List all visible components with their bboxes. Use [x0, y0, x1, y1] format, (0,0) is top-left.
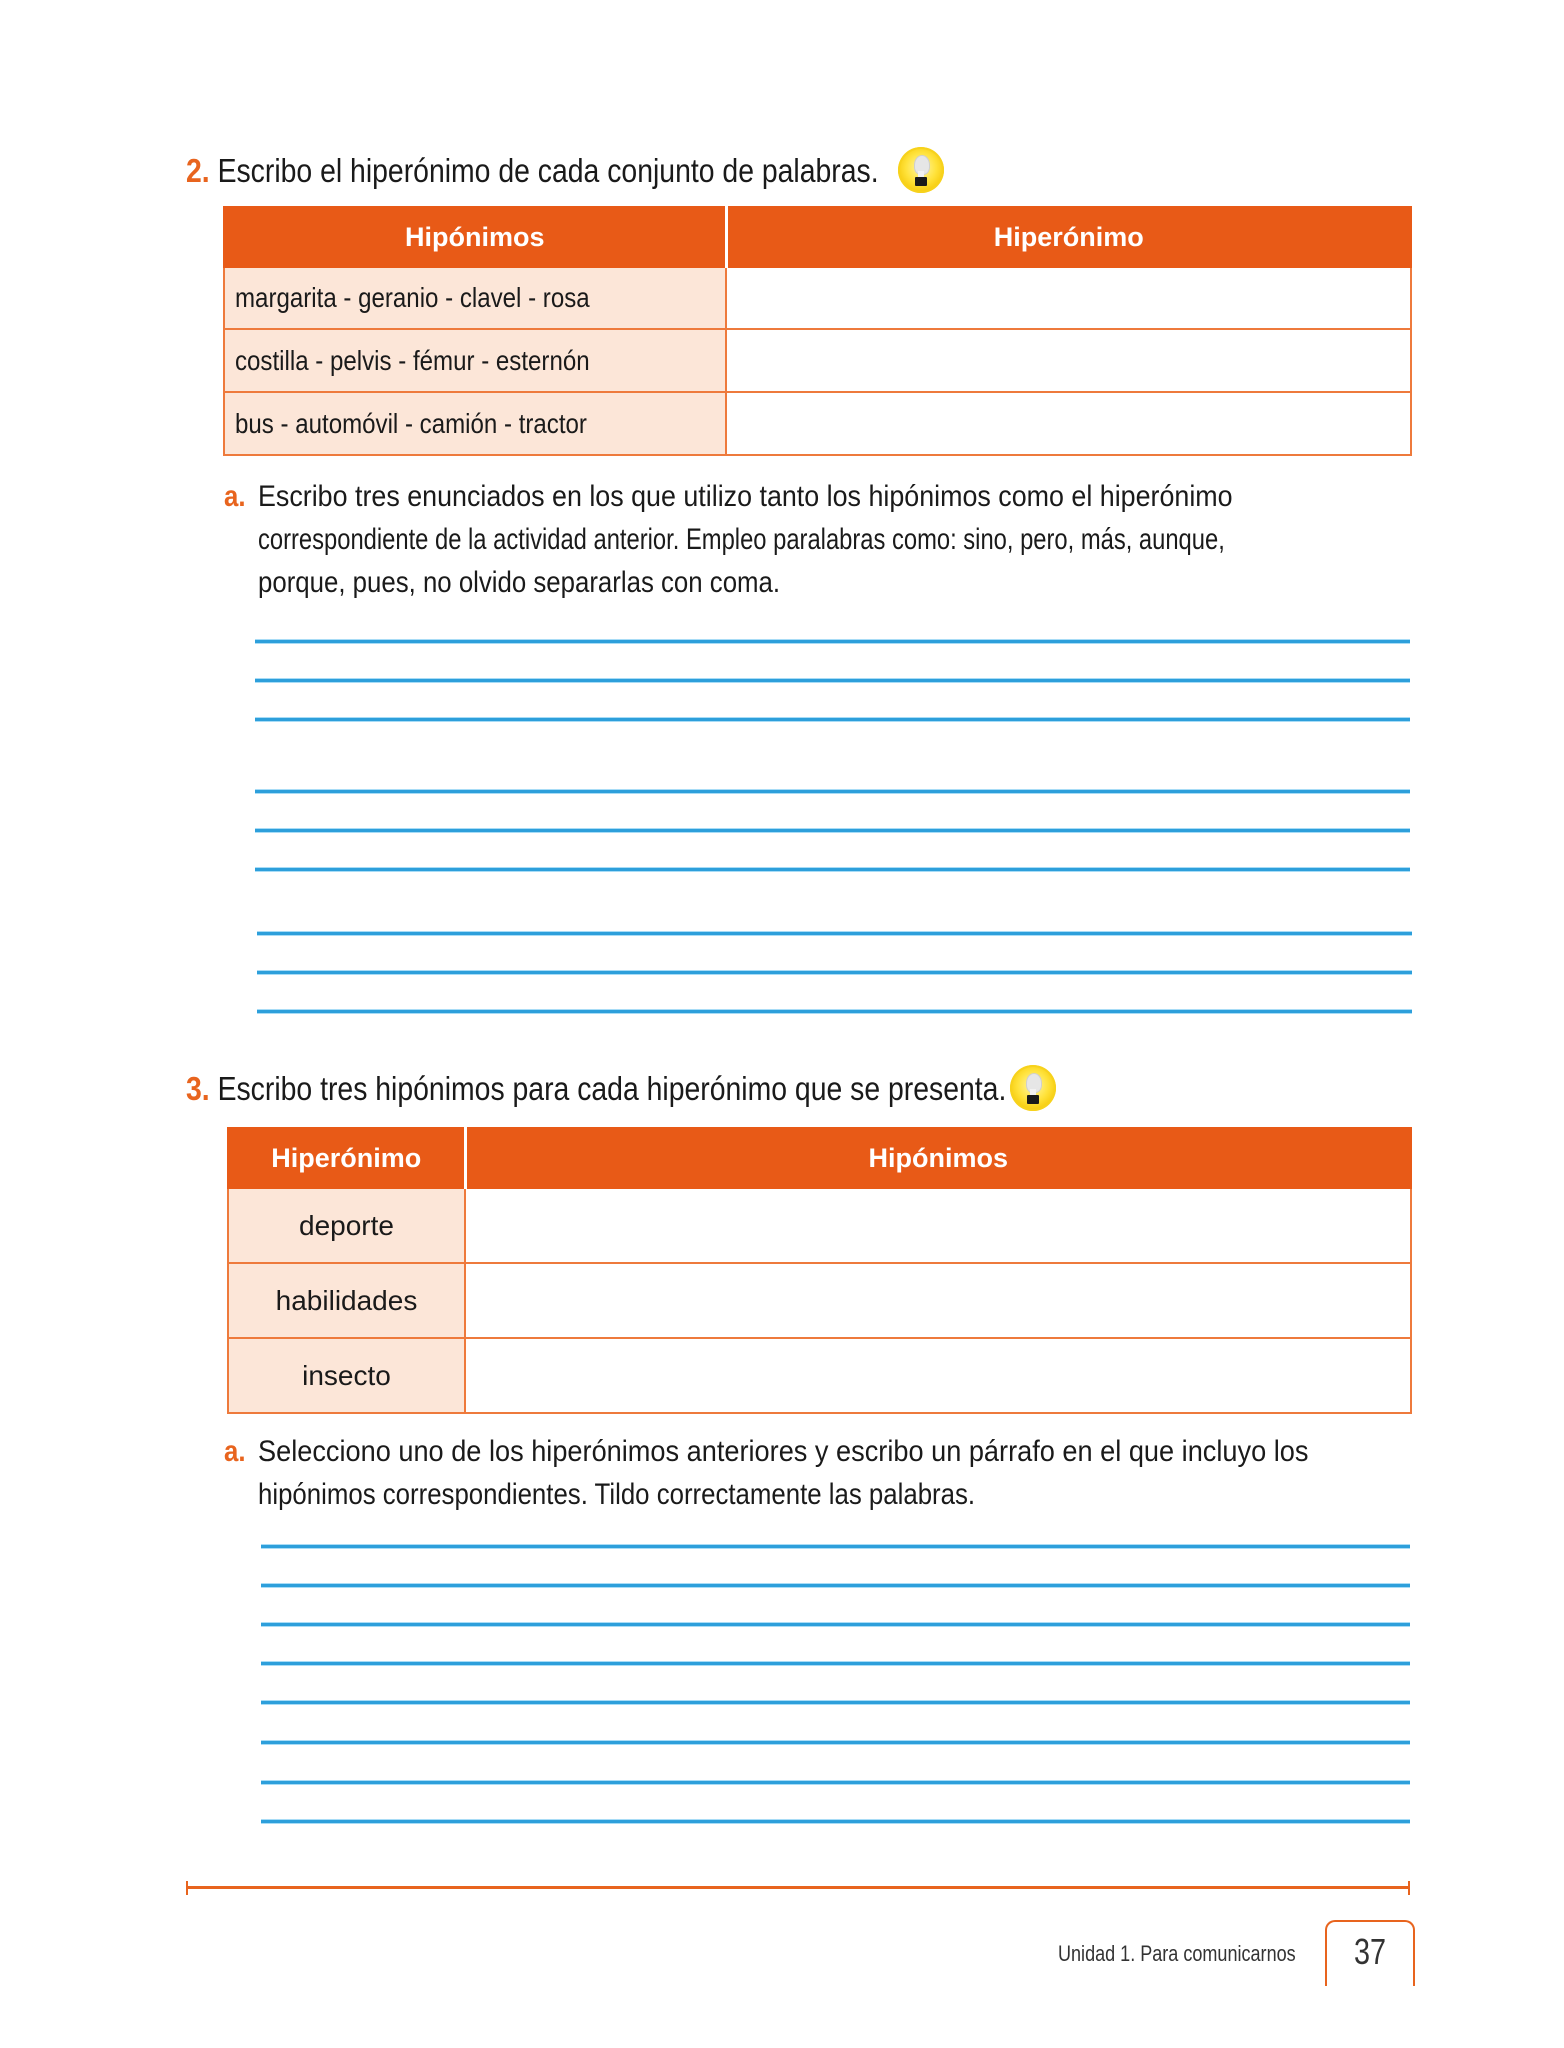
- column-header-hiperonimo: Hiperónimo: [726, 207, 1411, 267]
- table-row: [224, 267, 1411, 329]
- hiponimos-answer-cell[interactable]: [465, 1263, 1411, 1338]
- writing-line[interactable]: [257, 1009, 1412, 1014]
- table-row: [228, 1263, 1411, 1338]
- lightbulb-icon: [1010, 1065, 1056, 1111]
- writing-line[interactable]: [261, 1819, 1410, 1824]
- footer-divider-tick: [1408, 1881, 1410, 1895]
- writing-line[interactable]: [261, 1622, 1410, 1627]
- instruction-line: Selecciono uno de los hiperónimos anteriores y escribo un párrafo en el que incluyo los: [258, 1435, 1309, 1468]
- activity-2a-instructions: [224, 475, 1410, 604]
- writing-line[interactable]: [255, 867, 1410, 872]
- table-row: [224, 329, 1411, 392]
- instruction-line: Escribo tres enunciados en los que utilizo tanto los hipónimos como el hiperónimo: [258, 480, 1233, 513]
- activity-3a-label: a.: [224, 1435, 246, 1468]
- column-header-hiponimos: Hipónimos: [465, 1128, 1411, 1188]
- activity-2a-label: a.: [224, 480, 246, 513]
- hyponym-table: [227, 1127, 1412, 1414]
- column-header-hiperonimo: Hiperónimo: [228, 1128, 465, 1188]
- page-number: 37: [1353, 1931, 1387, 1972]
- activity-2-number: 2.: [186, 152, 210, 189]
- hiperonimo-answer-cell[interactable]: [726, 267, 1411, 329]
- writing-line[interactable]: [255, 828, 1410, 833]
- writing-line[interactable]: [255, 678, 1410, 683]
- writing-line[interactable]: [257, 931, 1412, 936]
- table-row: [228, 1188, 1411, 1263]
- hyperonym-table: [223, 206, 1412, 456]
- hiponimos-answer-cell[interactable]: [465, 1338, 1411, 1413]
- activity-2-heading: [186, 151, 991, 191]
- hiponimos-cell: margarita - geranio - clavel - rosa: [224, 267, 726, 329]
- table-row: [224, 392, 1411, 455]
- hiperonimo-answer-cell[interactable]: [726, 329, 1411, 392]
- hiperonimo-cell: insecto: [228, 1338, 465, 1413]
- instruction-line: hipónimos correspondientes. Tildo correctamente las palabras.: [258, 1478, 976, 1511]
- activity-3a-instructions: [224, 1430, 1410, 1516]
- writing-line[interactable]: [261, 1780, 1410, 1785]
- column-header-hiponimos: Hipónimos: [224, 207, 726, 267]
- page-number-box: [1325, 1920, 1415, 1986]
- hiperonimo-answer-cell[interactable]: [726, 392, 1411, 455]
- writing-line[interactable]: [257, 970, 1412, 975]
- hiperonimo-cell: habilidades: [228, 1263, 465, 1338]
- hiponimos-cell: costilla - pelvis - fémur - esternón: [224, 329, 726, 392]
- activity-3-title: Escribo tres hipónimos para cada hiperónimo que se presenta.: [217, 1070, 1007, 1107]
- instruction-line: porque, pues, no olvido separarlas con coma.: [258, 566, 781, 599]
- hiponimos-cell: bus - automóvil - camión - tractor: [224, 392, 726, 455]
- writing-line[interactable]: [261, 1583, 1410, 1588]
- activity-2-title: Escribo el hiperónimo de cada conjunto de palabras.: [217, 152, 879, 189]
- writing-line[interactable]: [255, 789, 1410, 794]
- writing-line[interactable]: [261, 1740, 1410, 1745]
- hiperonimo-cell: deporte: [228, 1188, 465, 1263]
- table-row: [228, 1338, 1411, 1413]
- writing-line[interactable]: [261, 1544, 1410, 1549]
- instruction-line: correspondiente de la actividad anterior. Empleo paralabras como: sino, pero, más, aunque,: [258, 523, 1225, 556]
- activity-3-number: 3.: [186, 1070, 210, 1107]
- writing-line[interactable]: [255, 639, 1410, 644]
- writing-line[interactable]: [261, 1661, 1410, 1666]
- hiponimos-answer-cell[interactable]: [465, 1188, 1411, 1263]
- footer-divider: [187, 1886, 1409, 1889]
- writing-line[interactable]: [255, 717, 1410, 722]
- unit-label: Unidad 1. Para comunicarnos: [1058, 1941, 1296, 1966]
- writing-line[interactable]: [261, 1700, 1410, 1705]
- activity-3-heading: [186, 1069, 1140, 1109]
- lightbulb-icon: [898, 147, 944, 193]
- footer-divider-tick: [186, 1881, 188, 1895]
